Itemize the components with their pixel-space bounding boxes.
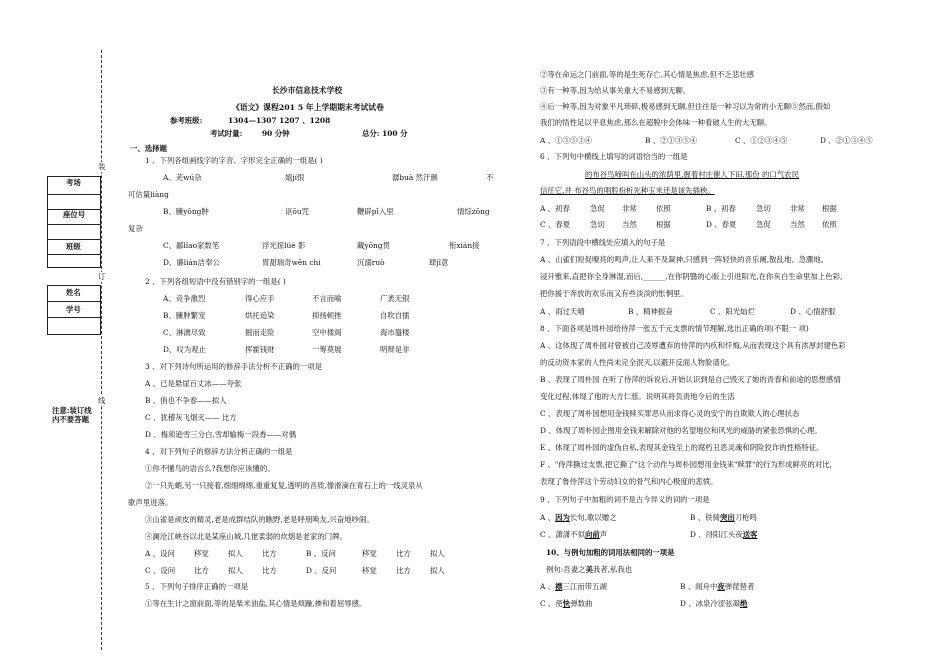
q4-option-a-2: 移觉 [194, 549, 209, 558]
field-exam-room-label: 考场 [66, 178, 81, 187]
q6-option-a: A 、初春 [540, 204, 570, 213]
q4-option-a: A 、设问 [145, 549, 175, 558]
q10-option-b: B 、闻舟中夜弹琵琶者 [680, 582, 755, 591]
q5-option-a: A 、①③⑤③④ [540, 136, 593, 145]
q8-line-1: A 、这体现了周朴园对曾被自己凌辱遭弃的侍萍的内疚和忏悔,从而表现这个具有浓厚封建色彩 [540, 341, 846, 350]
q9-a-bold: 因为 [555, 513, 570, 522]
field-name-label: 姓名 [66, 288, 81, 297]
q6-line-1: 的布谷鸟啼叫在山头的浓荫里,握着村庄催人下田,那份 的口气农民 [585, 170, 799, 179]
q2-option-c: C、淋漓尽致 [163, 328, 206, 337]
q1-option-b-3: 鞭辟pī入里 [357, 207, 394, 216]
exam-title: 《语文》课程201 5 年上学期期末考试试卷 [232, 103, 384, 112]
q4-line-2: ②一只先蛸,另一只接着,细细绵绵,重重复复,透明的音质,像滑滴在青石上的一线灵泉从 [145, 481, 423, 490]
q2-option-c-2: 掘而走险 [245, 328, 275, 337]
classes-value: 1304—1307 1207 、1208 [228, 116, 331, 125]
q6-option-a-3: 非常 [622, 204, 637, 213]
q6-option-c-4: 根据 [656, 220, 671, 229]
q1-option-a-cont: 可估量liàng [128, 190, 169, 199]
q6-option-b: B 、初春 [706, 204, 736, 213]
q9-option-c: C 、潇潇不似向前声 [540, 530, 608, 539]
q7-option-a: A 、雨过天晴 [540, 307, 585, 316]
q7-option-b: B 、精神振奋 [628, 307, 673, 316]
field-student-id-label: 学号 [66, 305, 81, 314]
total-score: 总分: 100 分 [362, 129, 408, 138]
q10-d-bold: 绝 [740, 599, 748, 608]
q6-option-b-3: 非常 [790, 204, 805, 213]
q10-b-bold: 夜 [717, 582, 725, 591]
q5-line-3: ③有一种等,因为给从事关重大不易感到无聊。 [540, 86, 691, 95]
q10-example: 例句:吾妻之美我者,私我也 [546, 565, 633, 574]
time-value: 90 分钟 [262, 129, 290, 138]
q6-option-c-3: 当然 [622, 220, 637, 229]
question-5: 5 、下列句子排序正确的一项是 [145, 582, 249, 591]
school-title: 长沙市信息技术学校 [272, 86, 343, 95]
classes-label: 参考班级: [170, 116, 203, 125]
q7-line-1: A 、山雀们短促嘹亮的鸣声,让人来不及凝神,只感到一阵轻快的音乐阑,散乱地、急骤地、 [540, 255, 829, 264]
q4-option-c-2: 比方 [194, 566, 209, 575]
q2-option-a-3: 不言而喻 [312, 294, 342, 303]
q6-line-2: 信任它,并 布谷鸟的唱腔扮析先种玉米还是该先插秧。 [540, 186, 715, 195]
q9-d-bold: 送客 [742, 530, 758, 539]
q8-line-4: 变化过程,体现了他的大方仁慈。说明其将负责地令后的生活 [540, 392, 735, 401]
q10-a-bold: 襟 [555, 582, 563, 591]
q5-line-5: 我们的悟性足以平息焦虑,那么在超脱中会体味一种看破人生的大无聊。 [540, 118, 772, 127]
question-2: 2 、下列各组短语中没有错别字的一组是( ) [145, 277, 286, 286]
q2-option-c-4: 海市蜃楼 [380, 328, 410, 337]
q5-option-d: D 、②①③④⑤ [820, 136, 873, 145]
q9-c-bold: 向前 [584, 530, 600, 539]
q4-line-5: ④澜沧江峡谷以北是某座山城,几佬柔弱的炊烟是老家的门牌。 [145, 532, 347, 541]
q1-option-b-2: 讴ōu咒 [285, 207, 309, 216]
q7-line-2: 浸开雅来,直把你全身淋湿,而后,______,在你阴翳的心版上引进阳光,在你灰白生命里加上色彩, [540, 272, 843, 281]
q4-option-b: B 、反问 [306, 549, 336, 558]
q7-option-c: C 、阳光灿烂 [710, 307, 755, 316]
q1-option-c: C、鄙lǐao家数笔 [163, 241, 220, 250]
q1-option-d: D、廉lián洁奉公 [163, 258, 220, 267]
q6-option-d-2: 急促 [756, 220, 771, 229]
q4-line-4: ③山雀是顽皮的精灵,老是成群结队的瞧野,老是呼朋唤友,兴奋地吵闹。 [145, 515, 374, 524]
question-4: 4 、对下列句子的修辞方法分析正确的一组是 [145, 447, 293, 456]
field-seat-no-label: 座位号 [63, 210, 86, 219]
q2-option-d-2: 挥霍钱财 [245, 345, 275, 354]
question-6: 6 、下列句中横线上填写的词语恰当的一组是 [540, 152, 688, 161]
q8-line-7: E 、体现了周朴园的虚伪自私,表现其金钱至上的腐朽丑恶灵魂和阴险狡诈的性格特征。 [540, 443, 824, 452]
q6-option-b-2: 急切 [756, 204, 771, 213]
q6-option-b-4: 根据 [822, 204, 837, 213]
q10-option-d: D 、冰泉冷涩弦凝绝 [680, 599, 748, 608]
q2-option-a-4: 广袤无银 [380, 294, 410, 303]
q7-option-d: D 、心情舒服 [790, 307, 836, 316]
question-7: 7 、下列语段中横线处应填入的句子是 [540, 238, 666, 247]
q1-option-a: A、芜wú杂 [163, 173, 202, 182]
q8-line-2: 的反动资本家的人性尚未完全泯灭,以避开反面人物脸谱化。 [540, 358, 735, 367]
q4-line-3: 歌声里进落。 [128, 498, 173, 507]
q9-option-b: B 、铁骑突出刀枪鸣 [690, 513, 757, 522]
q6-option-a-4: 依照 [656, 204, 671, 213]
q4-option-d-4: 拟人 [430, 566, 445, 575]
q1-option-a-3: 潺buà 然汗颜 [392, 173, 438, 182]
q6-option-c-2: 急切 [590, 220, 605, 229]
q1-option-a-4: 不 [486, 173, 494, 182]
q8-line-9: 表现了鲁侍萍这个劳动妇女的骨气和内心极度的悲愤。 [540, 477, 718, 486]
q2-option-d: D、叹为观止 [163, 345, 206, 354]
q2-option-b-2: 烘托追染 [245, 311, 275, 320]
question-8: 8 、下面各项是周朴园给侍萍一张五千元支票的情节理解,选出正确的项(不限一 项) [540, 324, 809, 333]
q2-option-d-4: 明辩是非 [380, 345, 410, 354]
q9-option-d: D 、浔阳江头夜送客 [690, 530, 758, 539]
q1-option-d-3: 沉溺ruò [357, 258, 385, 267]
q4-option-b-4: 拟人 [430, 549, 445, 558]
q1-option-c-4: 衔xián接 [449, 241, 480, 250]
q3-option-d: D 、梅须逊雪三分白,雪却输梅一段香——对偶 [145, 430, 297, 439]
q2-option-d-3: 一筹莫展 [312, 345, 342, 354]
q5-option-c: C 、①②③④⑤ [735, 136, 788, 145]
q9-b-bold: 突出 [719, 513, 735, 522]
q4-line-1: ①你不懂鸟的语言么?我想你应该懂的。 [145, 464, 275, 473]
q4-option-d: D 、反问 [306, 566, 337, 575]
q4-option-a-4: 比方 [262, 549, 277, 558]
binding-char-xian: 线 [98, 396, 106, 405]
field-class-label: 班级 [66, 242, 81, 251]
q4-option-c-3: 拟人 [228, 566, 243, 575]
q8-line-3: B 、表现了周朴园 在听了侍萍的诉说后,开始认识到是自己毁灭了她的青春和前途的思想感情 [540, 375, 841, 384]
q2-option-b-4: 自吹自擂 [380, 311, 410, 320]
question-10: 10、与例句加粗的词用法相同的一项是 [546, 548, 675, 557]
q5-line-1: ①等在生计之窗前面,等的是柴米油盐,其心情是烦躁,掺和着屈辱感。 [145, 599, 367, 608]
q8-line-6: D 、体现了周朴园企图用金钱来解除对他的名望地位和风光的威胁的紧张恐惧的心理。 [540, 426, 822, 435]
q1-option-d-2: 胃甜瑞奇wēn chi [262, 258, 321, 267]
q4-option-b-2: 移觉 [362, 549, 377, 558]
question-1: 1 、下列各组画线字的字音、字形完全正确的一组是( ) [145, 156, 323, 165]
q6-option-d-3: 当然 [790, 220, 805, 229]
binding-char-zhuang: 装 [98, 162, 106, 171]
binding-char-ding: 订 [98, 272, 106, 281]
q1-option-b: B、臃yōng肿 [163, 207, 209, 216]
q4-option-b-3: 比方 [396, 549, 411, 558]
q10-c-bold: 快 [562, 599, 571, 608]
question-3: 3 、对下列诗句所运用的修辞手法分析不正确的一项是 [145, 362, 323, 371]
info-box-upper [47, 176, 101, 268]
q1-option-a-2: 嬉jí恨 [285, 173, 305, 182]
q2-option-c-3: 空中楼阁 [312, 328, 342, 337]
q4-option-c-4: 比方 [262, 566, 277, 575]
q10-example-bold: 美 [585, 565, 593, 574]
q7-line-3: 把你援于奔放的欢乐而又有些淡淡的怅惘里。 [540, 289, 688, 298]
q5-option-b: B 、②①③⑤④ [645, 136, 698, 145]
q3-option-a: A 、已是悬崖百丈冰——夸张 [145, 379, 242, 388]
q1-option-b-4: 情综zōng [457, 207, 490, 216]
q6-option-a-2: 急促 [590, 204, 605, 213]
q6-option-d: D 、春夏 [706, 220, 737, 229]
q3-option-b: B 、俏也不争春——拟人 [145, 396, 227, 405]
q6-option-d-4: 依照 [822, 220, 837, 229]
q8-line-8: F 、"侍萍撕过支票,把它撕了"这个动作与周朴园想用金钱来"赎罪"的行为形成鲜亮的对比, [540, 460, 832, 469]
q8-line-5: C 、表现了周朴园想用金钱赎买罪恶从而求得心灵的安宁的自欺欺人的心理状态 [540, 409, 800, 418]
q9-option-a: A 、因为长句,歌以赠之 [540, 513, 617, 522]
q4-option-d-3: 比方 [396, 566, 411, 575]
binding-line [101, 50, 102, 650]
question-9: 9 、下列句子中加粗的词不是古今异义的词的一项是 [540, 495, 710, 504]
q2-option-a-2: 得心应手 [245, 294, 275, 303]
q6-option-c: C 、春夏 [540, 220, 571, 229]
section-title: 一、选择题 [130, 144, 167, 153]
q3-option-c: C 、犹稽灰飞烟灭—— 比方 [145, 413, 237, 422]
q5-line-4: ④后一种等,因为对象平凡琐碎,极易感到无聊,但往往是一种习以为常的小无聊⑤然而,假如 [540, 102, 831, 111]
q1-option-d-4: 肆jī意 [429, 258, 449, 267]
q2-option-a: A、竞争激烈 [163, 294, 206, 303]
q1-option-b-cont: 复杂 [128, 224, 143, 233]
q10-option-a: A 、襟三江而带五湖 [540, 582, 607, 591]
q2-option-b: B、臃肿繁宠 [163, 311, 206, 320]
binding-notice: 注意:装订线内不要答题 [52, 406, 92, 424]
q2-option-b-3: 抑扬顿挫 [312, 311, 342, 320]
q1-option-c-3: 藏yōng贯 [357, 241, 390, 250]
q4-option-a-3: 拟人 [228, 549, 243, 558]
q10-option-c: C 、使快弹数曲 [540, 599, 593, 608]
q1-option-c-2: 浮光掠lüè 影 [262, 241, 306, 250]
q4-option-c: C 、设问 [145, 566, 176, 575]
time-label: 考试时量: [210, 129, 243, 138]
q4-option-d-2: 移觉 [362, 566, 377, 575]
q5-line-2: ②等在命运之门前面,等的是生死存亡,其心情是焦虑,但不乏悲壮感 [540, 70, 754, 79]
